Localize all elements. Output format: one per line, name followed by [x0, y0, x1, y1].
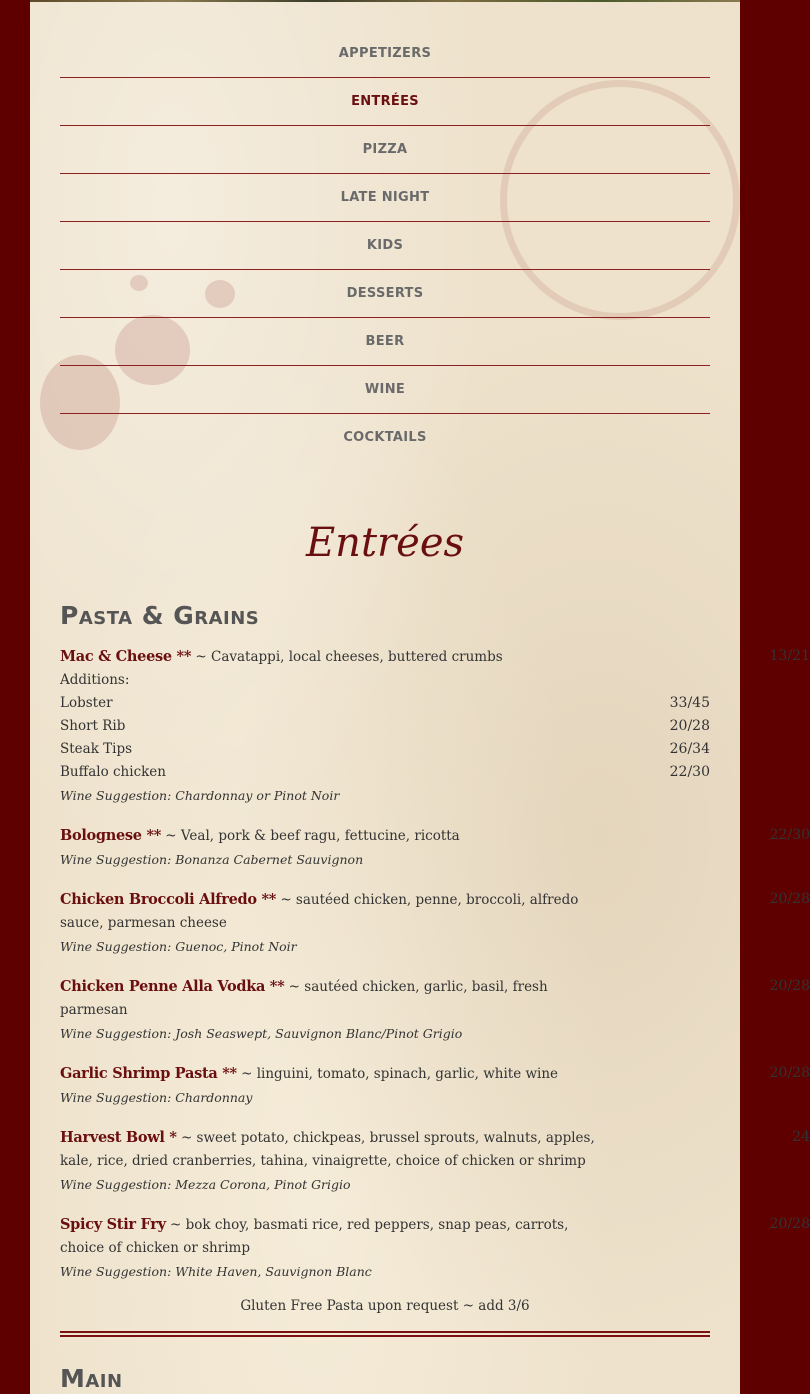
nav-item-cocktails[interactable]: COCKTAILS: [343, 430, 427, 445]
item-description: ~ sautéed chicken, penne, broccoli, alfredo sauce, parmesan cheese: [60, 892, 579, 931]
addition-price: 22/30: [669, 764, 710, 780]
item-name: Garlic Shrimp Pasta **: [60, 1065, 237, 1082]
nav-item-pizza[interactable]: PIZZA: [60, 126, 710, 174]
item-price: 22/30: [769, 827, 810, 843]
item-name: Bolognese **: [60, 827, 162, 844]
section-title-main: Main: [60, 1364, 123, 1393]
item-description: ~ bok choy, basmati rice, red peppers, snap peas, carrots, choice of chicken or shrimp: [60, 1217, 569, 1256]
nav-item-late-night[interactable]: LATE NIGHT: [60, 174, 710, 222]
addition-row: [60, 738, 710, 761]
menu-list: [60, 645, 810, 1314]
addition-price: 26/34: [669, 741, 710, 757]
category-nav: [60, 30, 710, 461]
addition-price: 20/28: [669, 718, 710, 734]
additions-label: Additions:: [60, 672, 130, 688]
wine-suggestion: Wine Suggestion: Mezza Corona, Pinot Grigio: [60, 1177, 351, 1192]
item-description: ~ sweet potato, chickpeas, brussel sprouts, walnuts, apples, kale, rice, dried cranberries, tahina, vinaigrette, choice of chicken or shrimp: [60, 1130, 595, 1169]
wine-suggestion: Wine Suggestion: Bonanza Cabernet Sauvignon: [60, 852, 364, 867]
nav-item-beer[interactable]: BEER: [60, 318, 710, 366]
addition-price: 33/45: [669, 695, 710, 711]
nav-item-wine[interactable]: WINE: [60, 366, 710, 414]
item-description: ~ Veal, pork & beef ragu, fettucine, ricotta: [161, 828, 460, 844]
item-name: Chicken Penne Alla Vodka **: [60, 978, 285, 995]
wine-suggestion: Wine Suggestion: Josh Seaswept, Sauvignon Blanc/Pinot Grigio: [60, 1026, 463, 1041]
item-price: 13/21: [769, 648, 810, 664]
item-price: 20/28: [769, 1216, 810, 1232]
page-title: Entrées: [305, 520, 465, 566]
menu-item-mac-and-cheese: [60, 645, 810, 807]
item-name: Spicy Stir Fry: [60, 1216, 166, 1233]
menu-item-bolognese: [60, 824, 810, 871]
wine-suggestion: Wine Suggestion: Guenoc, Pinot Noir: [60, 939, 297, 954]
item-price: 24: [792, 1129, 810, 1145]
menu-item-harvest-bowl: [60, 1126, 810, 1196]
menu-paper: [30, 0, 810, 1394]
addition-name: Buffalo chicken: [60, 764, 166, 780]
addition-name: Short Rib: [60, 718, 126, 734]
nav-item-desserts[interactable]: DESSERTS: [60, 270, 710, 318]
gluten-free-note: Gluten Free Pasta upon request ~ add 3/6: [240, 1298, 530, 1314]
item-price: 20/28: [769, 1065, 810, 1081]
item-description: ~ Cavatappi, local cheeses, buttered crumbs: [191, 649, 503, 665]
nav-item-kids[interactable]: KIDS: [60, 222, 710, 270]
nav-item-entrees[interactable]: ENTRÉES: [60, 78, 710, 126]
item-name: Chicken Broccoli Alfredo **: [60, 891, 277, 908]
item-description: ~ linguini, tomato, spinach, garlic, white wine: [236, 1066, 559, 1082]
addition-row: [60, 715, 710, 738]
wine-suggestion: Wine Suggestion: Chardonnay: [60, 1090, 253, 1105]
item-price: 20/28: [769, 978, 810, 994]
header-image-strip: [30, 0, 740, 2]
item-description: ~ sautéed chicken, garlic, basil, fresh parmesan: [60, 979, 548, 1018]
addition-row: [60, 761, 710, 784]
wine-suggestion: Wine Suggestion: White Haven, Sauvignon Blanc: [60, 1264, 372, 1279]
menu-item-spicy-stir-fry: [60, 1213, 810, 1283]
addition-name: Lobster: [60, 695, 113, 711]
item-name: Mac & Cheese **: [60, 648, 192, 665]
addition-name: Steak Tips: [60, 741, 133, 757]
section-title-pasta: Pasta & Grains: [60, 601, 260, 630]
menu-item-chicken-penne-alla-vodka: [60, 975, 810, 1045]
menu-item-chicken-broccoli-alfredo: [60, 888, 810, 958]
item-name: Harvest Bowl *: [60, 1129, 177, 1146]
addition-row: [60, 692, 710, 715]
menu-item-garlic-shrimp-pasta: [60, 1062, 810, 1109]
wine-suggestion: Wine Suggestion: Chardonnay or Pinot Noir: [60, 788, 340, 803]
item-price: 20/28: [769, 891, 810, 907]
nav-item-appetizers[interactable]: APPETIZERS: [60, 30, 710, 78]
section-divider: [60, 1331, 710, 1337]
